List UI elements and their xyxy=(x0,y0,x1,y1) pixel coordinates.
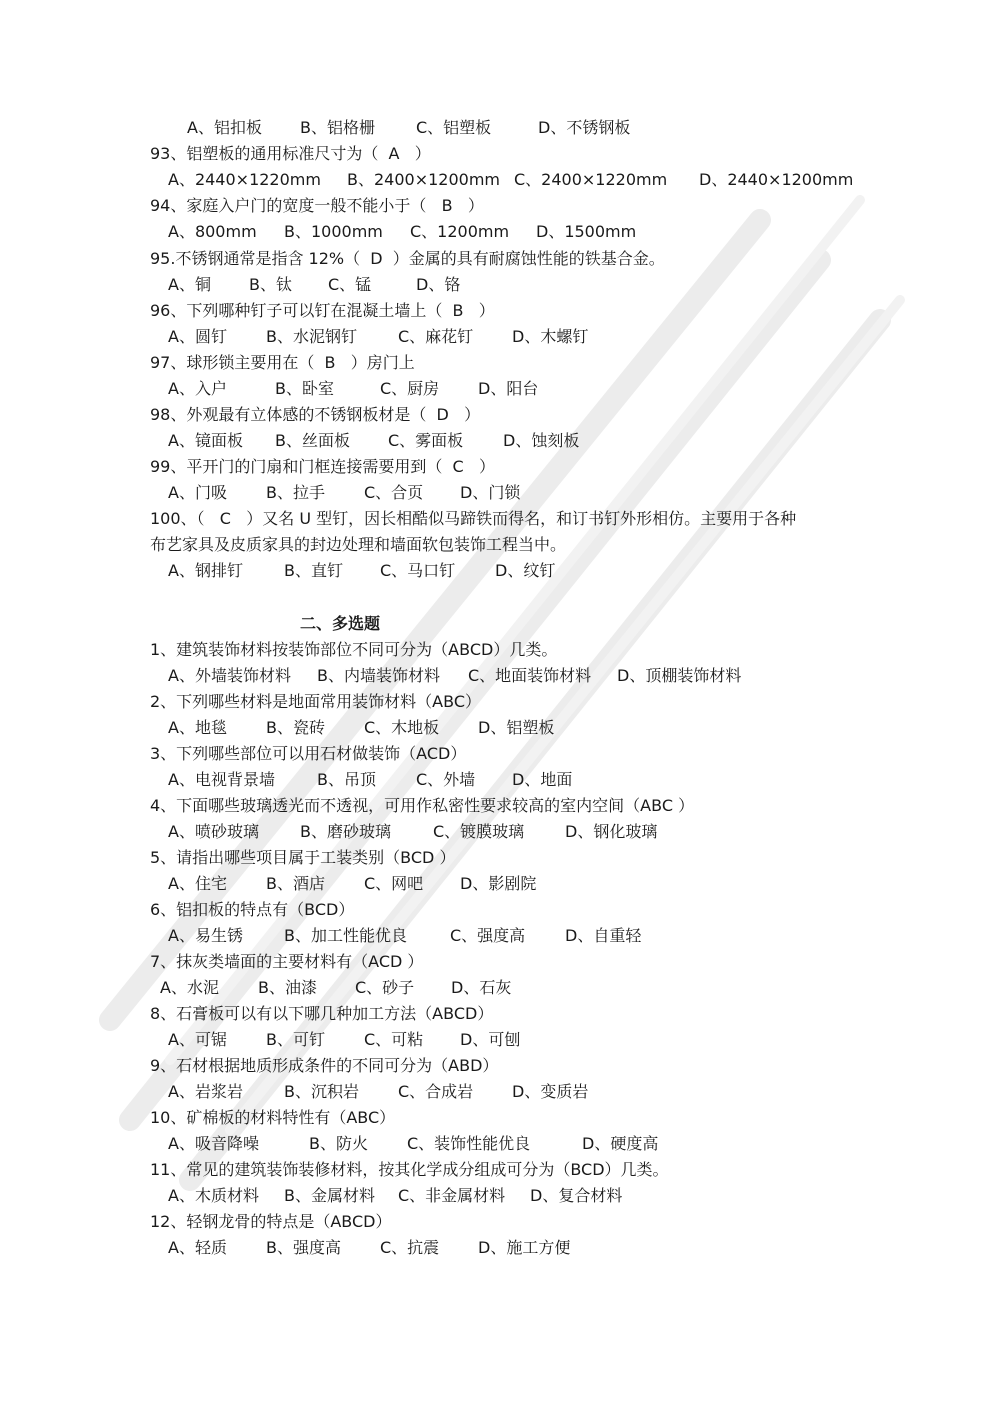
option-row xyxy=(0,115,993,141)
answer-option: C、雾面板 xyxy=(388,431,464,450)
question-line: 5、请指出哪些项目属于工装类别（BCD ） xyxy=(150,848,456,867)
answer-option: B、防火 xyxy=(309,1134,368,1153)
option-row xyxy=(0,324,993,350)
answer-option: B、卧室 xyxy=(275,379,334,398)
answer-option: D、自重轻 xyxy=(565,926,642,945)
question-line: 2、下列哪些材料是地面常用装饰材料（ABC） xyxy=(150,692,481,711)
option-row xyxy=(0,480,993,506)
question-line: 98、外观最有立体感的不锈钢板材是（ D ） xyxy=(150,405,481,424)
answer-option: A、岩浆岩 xyxy=(168,1082,243,1101)
option-row xyxy=(0,219,993,245)
question-line: 7、抹灰类墙面的主要材料有（ACD ） xyxy=(150,952,424,971)
answer-option: A、铝扣板 xyxy=(187,118,262,137)
answer-option: D、铬 xyxy=(416,275,461,294)
option-row xyxy=(0,272,993,298)
question-line: 93、铝塑板的通用标准尺寸为（ A ） xyxy=(150,144,431,163)
question-text xyxy=(0,1001,993,1027)
answer-option: D、门锁 xyxy=(460,483,521,502)
answer-option: C、厨房 xyxy=(380,379,440,398)
answer-option: B、1000mm xyxy=(284,222,383,241)
answer-option: D、不锈钢板 xyxy=(538,118,631,137)
answer-option: D、复合材料 xyxy=(530,1186,623,1205)
section-title: 二、多选题 xyxy=(300,614,381,633)
question-text xyxy=(0,741,993,767)
answer-option: D、影剧院 xyxy=(460,874,537,893)
question-line: 100、（ C ）又名 U 型钉，因长相酷似马蹄铁而得名，和订书钉外形相仿。主要用于各种 xyxy=(150,509,797,528)
option-row xyxy=(0,1235,993,1261)
answer-option: B、可钉 xyxy=(266,1030,325,1049)
answer-option: A、木质材料 xyxy=(168,1186,259,1205)
question-line: 8、石膏板可以有以下哪几种加工方法（ABCD） xyxy=(150,1004,494,1023)
answer-option: D、2440×1200mm xyxy=(699,170,854,189)
option-row xyxy=(0,428,993,454)
answer-option: A、圆钉 xyxy=(168,327,227,346)
answer-option: A、吸音降噪 xyxy=(168,1134,259,1153)
answer-option: A、电视背景墙 xyxy=(168,770,275,789)
answer-option: A、可锯 xyxy=(168,1030,227,1049)
question-line: 11、常见的建筑装饰装修材料，按其化学成分组成可分为（BCD）几类。 xyxy=(150,1160,669,1179)
answer-option: A、轻质 xyxy=(168,1238,227,1257)
answer-option: B、瓷砖 xyxy=(266,718,325,737)
question-text xyxy=(0,506,993,532)
question-line: 9、石材根据地质形成条件的不同可分为（ABD） xyxy=(150,1056,499,1075)
answer-option: C、锰 xyxy=(328,275,372,294)
question-text xyxy=(0,637,993,663)
answer-option: C、木地板 xyxy=(364,718,440,737)
answer-option: C、合成岩 xyxy=(398,1082,474,1101)
question-line: 3、下列哪些部位可以用石材做装饰（ACD） xyxy=(150,744,467,763)
option-row xyxy=(0,715,993,741)
question-text xyxy=(0,350,993,376)
answer-option: D、蚀刻板 xyxy=(503,431,580,450)
question-text xyxy=(0,793,993,819)
answer-option: C、非金属材料 xyxy=(398,1186,506,1205)
answer-option: D、石灰 xyxy=(451,978,512,997)
answer-option: B、直钉 xyxy=(284,561,343,580)
question-text xyxy=(0,845,993,871)
answer-option: C、1200mm xyxy=(410,222,510,241)
answer-option: C、可粘 xyxy=(364,1030,424,1049)
question-text xyxy=(0,141,993,167)
option-row xyxy=(0,1131,993,1157)
answer-option: B、酒店 xyxy=(266,874,325,893)
question-text xyxy=(0,897,993,923)
question-text xyxy=(0,1105,993,1131)
answer-option: A、易生锈 xyxy=(168,926,243,945)
answer-option: C、抗震 xyxy=(380,1238,440,1257)
answer-option: B、金属材料 xyxy=(284,1186,375,1205)
option-row xyxy=(0,923,993,949)
question-line: 10、矿棉板的材料特性有（ABC） xyxy=(150,1108,396,1127)
question-text xyxy=(0,532,993,558)
option-row xyxy=(0,871,993,897)
answer-option: A、门吸 xyxy=(168,483,227,502)
answer-option: D、顶棚装饰材料 xyxy=(617,666,742,685)
answer-option: B、吊顶 xyxy=(317,770,376,789)
answer-option: B、强度高 xyxy=(266,1238,341,1257)
option-row xyxy=(0,819,993,845)
question-text xyxy=(0,298,993,324)
answer-option: D、钢化玻璃 xyxy=(565,822,658,841)
question-text xyxy=(0,1053,993,1079)
answer-option: A、2440×1220mm xyxy=(168,170,321,189)
question-text xyxy=(0,689,993,715)
option-row xyxy=(0,167,993,193)
answer-option: C、合页 xyxy=(364,483,424,502)
option-row xyxy=(0,975,993,1001)
question-line: 12、轻钢龙骨的特点是（ABCD） xyxy=(150,1212,392,1231)
answer-option: A、住宅 xyxy=(168,874,227,893)
answer-option: C、2400×1220mm xyxy=(514,170,668,189)
question-text xyxy=(0,454,993,480)
question-line: 4、下面哪些玻璃透光而不透视，可用作私密性要求较高的室内空间（ABC ） xyxy=(150,796,695,815)
answer-option: A、铜 xyxy=(168,275,211,294)
answer-option: B、内墙装饰材料 xyxy=(317,666,440,685)
answer-option: D、1500mm xyxy=(536,222,637,241)
answer-option: C、镀膜玻璃 xyxy=(433,822,525,841)
answer-option: B、沉积岩 xyxy=(284,1082,359,1101)
section-heading xyxy=(150,611,993,637)
question-line: 99、平开门的门扇和门框连接需要用到（ C ） xyxy=(150,457,495,476)
answer-option: C、铝塑板 xyxy=(416,118,492,137)
answer-option: C、装饰性能优良 xyxy=(407,1134,531,1153)
option-row xyxy=(0,1183,993,1209)
option-row xyxy=(0,767,993,793)
answer-option: A、喷砂玻璃 xyxy=(168,822,259,841)
answer-option: D、施工方便 xyxy=(478,1238,571,1257)
question-line: 95.不锈钢通常是指含 12%（ D ）金属的具有耐腐蚀性能的铁基合金。 xyxy=(150,249,665,268)
option-row xyxy=(0,558,993,584)
answer-option: C、地面装饰材料 xyxy=(468,666,592,685)
answer-option: A、800mm xyxy=(168,222,257,241)
answer-option: B、铝格栅 xyxy=(300,118,375,137)
answer-option: D、变质岩 xyxy=(512,1082,589,1101)
option-row xyxy=(0,1079,993,1105)
answer-option: D、阳台 xyxy=(478,379,539,398)
answer-option: B、2400×1200mm xyxy=(347,170,500,189)
question-text xyxy=(0,1209,993,1235)
option-row xyxy=(0,376,993,402)
question-line: 94、家庭入户门的宽度一般不能小于（ B ） xyxy=(150,196,484,215)
answer-option: A、镜面板 xyxy=(168,431,243,450)
answer-option: D、地面 xyxy=(512,770,573,789)
answer-option: D、可刨 xyxy=(460,1030,521,1049)
option-row xyxy=(0,1027,993,1053)
question-text xyxy=(0,402,993,428)
question-line: 布艺家具及皮质家具的封边处理和墙面软包装饰工程当中。 xyxy=(150,535,567,554)
answer-option: C、外墙 xyxy=(416,770,476,789)
answer-option: D、纹钉 xyxy=(495,561,556,580)
question-line: 6、铝扣板的特点有（BCD） xyxy=(150,900,355,919)
answer-option: D、铝塑板 xyxy=(478,718,555,737)
answer-option: A、地毯 xyxy=(168,718,227,737)
answer-option: D、木螺钉 xyxy=(512,327,589,346)
question-text xyxy=(0,1157,993,1183)
answer-option: C、强度高 xyxy=(450,926,526,945)
question-text xyxy=(0,246,993,272)
question-line: 97、球形锁主要用在（ B ）房门上 xyxy=(150,353,415,372)
answer-option: A、入户 xyxy=(168,379,227,398)
answer-option: A、水泥 xyxy=(160,978,219,997)
question-text xyxy=(0,193,993,219)
answer-option: C、马口钉 xyxy=(380,561,456,580)
option-row xyxy=(0,663,993,689)
answer-option: B、磨砂玻璃 xyxy=(300,822,391,841)
answer-option: A、外墙装饰材料 xyxy=(168,666,291,685)
answer-option: C、网吧 xyxy=(364,874,424,893)
answer-option: B、水泥钢钉 xyxy=(266,327,357,346)
answer-option: D、硬度高 xyxy=(582,1134,659,1153)
answer-option: B、加工性能优良 xyxy=(284,926,407,945)
question-text xyxy=(0,949,993,975)
answer-option: B、拉手 xyxy=(266,483,325,502)
question-line: 1、建筑装饰材料按装饰部位不同可分为（ABCD）几类。 xyxy=(150,640,558,659)
answer-option: C、砂子 xyxy=(355,978,415,997)
answer-option: B、钛 xyxy=(249,275,292,294)
answer-option: B、丝面板 xyxy=(275,431,350,450)
question-line: 96、下列哪种钉子可以钉在混凝土墙上（ B ） xyxy=(150,301,495,320)
answer-option: C、麻花钉 xyxy=(398,327,474,346)
answer-option: B、油漆 xyxy=(258,978,317,997)
answer-option: A、钢排钉 xyxy=(168,561,243,580)
